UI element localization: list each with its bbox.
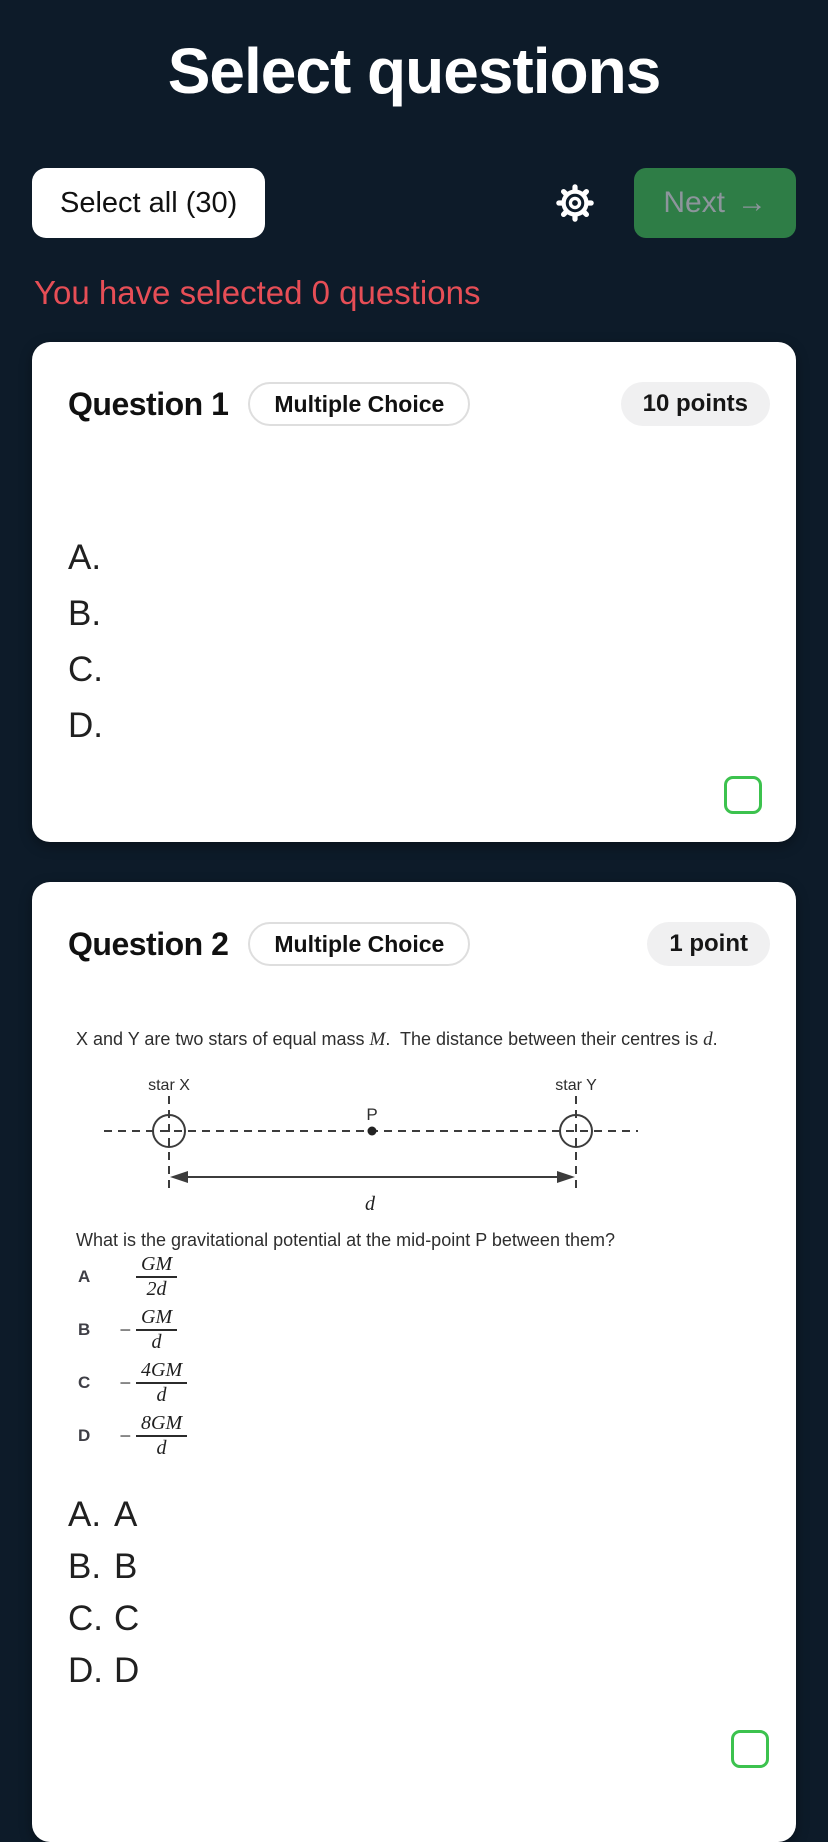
question-card-2 (32, 882, 796, 1842)
next-button-label: Next (663, 186, 725, 219)
option-row: C. C (68, 1599, 140, 1638)
stem-text: X and Y are two stars of equal mass M. The distance between their centres is d. (76, 1029, 718, 1050)
option-row: B. B (68, 1547, 138, 1586)
question-2-options (68, 1495, 770, 1690)
question-1-header (68, 382, 770, 426)
option-row: B. (68, 594, 102, 633)
choice-fraction: $\frac{4GM}{d}$ (136, 1360, 187, 1406)
option-row: C. (68, 650, 103, 689)
question-2-question-text: What is the gravitational potential at the mid-point P between them? (76, 1230, 615, 1250)
printed-choice-b (76, 1307, 770, 1353)
arrow-right-head (557, 1171, 575, 1183)
choice-letter: D (78, 1426, 91, 1445)
question-1-options (68, 538, 770, 745)
settings-button[interactable] (556, 184, 594, 222)
select-questions-screen (0, 34, 828, 1826)
two-stars-diagram (92, 1062, 712, 1214)
page-title: Select questions (167, 35, 661, 107)
question-1-type-pill: Multiple Choice (248, 382, 470, 426)
question-1-title: Question 1 (68, 385, 229, 422)
question-1-select-checkbox[interactable] (724, 776, 762, 814)
question-2-select-checkbox[interactable] (731, 1730, 769, 1768)
question-2-stem-content (76, 1026, 770, 1459)
choice-sign: − (118, 1317, 133, 1342)
arrow-left-head (170, 1171, 188, 1183)
choice-letter: C (78, 1373, 91, 1392)
choice-fraction: $\frac{GM}{2d}$ (136, 1254, 177, 1300)
question-1-points-badge: 10 points (621, 382, 770, 426)
midpoint-label: P (366, 1105, 378, 1124)
printed-choice-d (76, 1413, 770, 1459)
choice-fraction: $\frac{8GM}{d}$ (136, 1413, 187, 1459)
option-row: D. (68, 706, 103, 745)
option-row: D. D (68, 1651, 140, 1690)
choice-sign: − (118, 1423, 133, 1448)
controls-right-group (556, 168, 796, 238)
choice-sign: − (118, 1370, 133, 1395)
arrow-right-icon: → (737, 186, 767, 219)
question-2-type-pill: Multiple Choice (248, 922, 470, 966)
question-2-header (68, 922, 770, 966)
star-x-label: star X (148, 1077, 190, 1094)
star-y-label: star Y (555, 1077, 597, 1094)
printed-choice-c (76, 1360, 770, 1406)
next-button[interactable] (634, 168, 796, 238)
distance-label: d (365, 1193, 375, 1214)
midpoint-dot (368, 1127, 377, 1136)
question-card-1 (32, 342, 796, 842)
option-row: A. A (68, 1495, 138, 1534)
gear-icon (556, 184, 594, 222)
choice-fraction: $\frac{GM}{d}$ (136, 1307, 177, 1353)
option-row: A. (68, 538, 102, 577)
controls-row (32, 168, 796, 238)
choice-letter: B (78, 1320, 91, 1339)
question-2-points-badge: 1 point (647, 922, 770, 966)
printed-choice-a (76, 1254, 770, 1300)
select-all-button[interactable]: Select all (30) (32, 168, 265, 238)
question-2-printed-choices (76, 1254, 770, 1459)
choice-letter: A (78, 1267, 91, 1286)
selection-summary: You have selected 0 questions (34, 274, 481, 311)
question-2-title: Question 2 (68, 925, 229, 962)
